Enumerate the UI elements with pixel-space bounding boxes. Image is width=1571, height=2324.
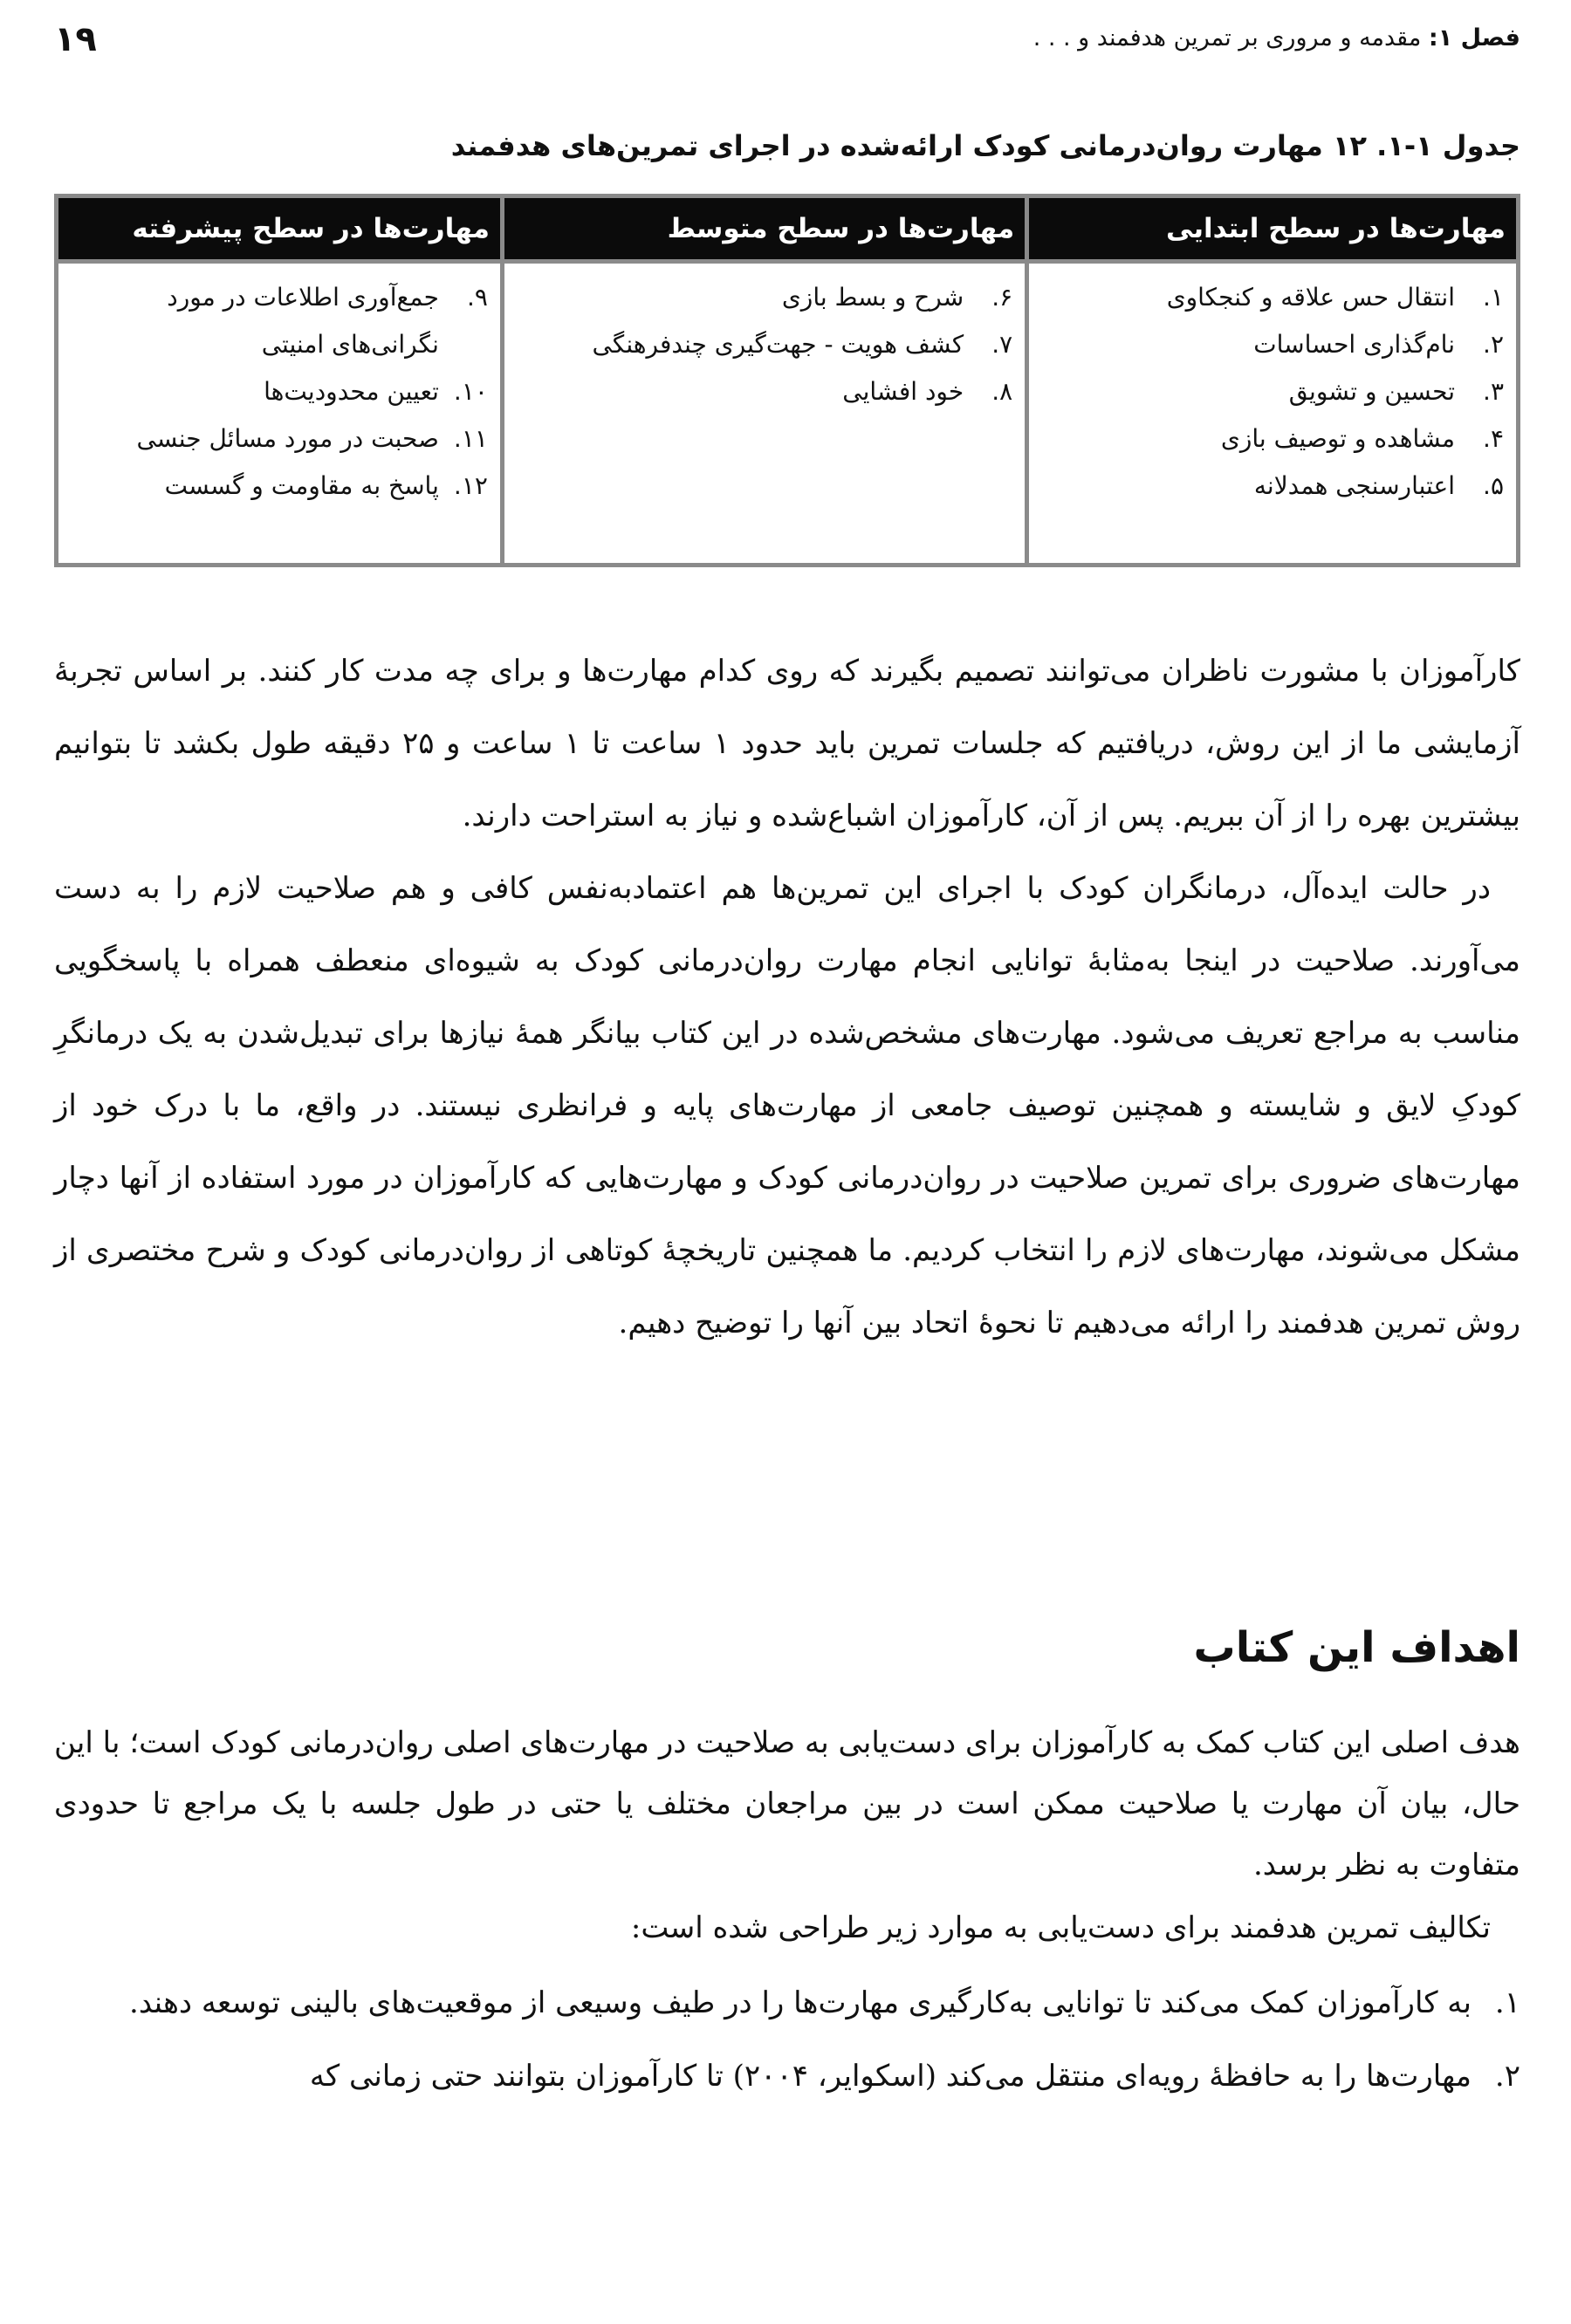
chapter-header xyxy=(1033,24,1520,51)
table-caption: جدول ۱-۱. ۱۲ مهارت روان‌درمانی کودک ارائه‌شده در اجرای تمرین‌های هدفمند xyxy=(450,129,1520,162)
list-item: ۱۲. پاسخ به مقاومت و گسست xyxy=(164,471,488,500)
list-item: ۱. به کارآموزان کمک می‌کند تا توانایی به‌کارگیری مهارت‌ها را در طیف وسیعی از موقعیت‌های بالینی توسعه دهند. xyxy=(129,1985,1520,2020)
advanced-skills-list xyxy=(71,274,488,510)
column-header-intermediate: مهارت‌ها در سطح متوسط xyxy=(502,196,1026,262)
table-row xyxy=(57,262,1519,566)
skills-table xyxy=(54,194,1520,567)
section-heading: اهداف این کتاب xyxy=(1193,1623,1520,1672)
list-item: ۳. تحسین و تشویق xyxy=(1288,377,1504,406)
list-lead-in: تکالیف تمرین هدفمند برای دست‌یابی به موارد زیر طراحی شده است: xyxy=(630,1910,1491,1945)
list-item: ۵. اعتبارسنجی همدلانه xyxy=(1253,471,1504,500)
intermediate-skills-list xyxy=(517,274,1012,415)
intermediate-skills-cell xyxy=(502,262,1026,566)
paragraph: هدف اصلی این کتاب کمک به کارآموزان برای دست‌یابی به صلاحیت در مهارت‌های اصلی روان‌درمانی کودک است؛ با این حال، بیان آن مهارت یا صلاحیت ممکن است در بین مراجعان مختلف یا حتی در طول جلسه با یک مراجع تا حدودی متفاوت به نظر برسد. xyxy=(54,1725,1520,1882)
chapter-label: فصل ۱: xyxy=(1428,24,1520,51)
basic-skills-list xyxy=(1041,274,1504,510)
list-item: ۷. کشف هویت - جهت‌گیری چندفرهنگی xyxy=(592,330,1013,359)
list-item: ۲. نام‌گذاری احساسات xyxy=(1253,330,1504,359)
paragraph: در حالت ایده‌آل، درمانگران کودک با اجرای این تمرین‌ها هم اعتمادبه‌نفس کافی و هم صلاحیت لازم را به دست می‌آورند. صلاحیت در اینجا به‌مثابهٔ توانایی انجام مهارت روان‌درمانی کودک به شیوه‌ای منعطف همراه با پاسخگویی مناسب به مراجع تعریف می‌شود. مهارت‌های مشخص‌شده در این کتاب بیانگر همهٔ نیازها برای تبدیل‌شدن به یک درمانگرِ کودکِ لایق و شایسته و همچنین توصیف جامعی از مهارت‌های پایه و فرانظری نیستند. در واقع، ما با درک خود از مهارت‌های ضروری برای تمرین صلاحیت در روان‌درمانی کودک و مهارت‌هایی که کارآموزان در مورد استفاده از آنها دچار مشکل می‌شوند، مهارت‌های لازم را انتخاب کردیم. ما همچنین تاریخچهٔ کوتاهی از روان‌درمانی کودک و شرح مختصری از روش تمرین هدفمند را ارائه می‌دهیم تا نحوهٔ اتحاد بین آنها را توضیح دهیم. xyxy=(54,871,1520,1340)
body-text xyxy=(54,635,1520,1360)
list-item: ۱۱. صحبت در مورد مسائل جنسی xyxy=(136,424,488,453)
list-item: ۲. مهارت‌ها را به حافظهٔ رویه‌ای منتقل می‌کند (اسکوایر، ۲۰۰۴) تا کارآموزان بتوانند حتی زمانی که xyxy=(309,2059,1520,2094)
paragraph: کارآموزان با مشورت ناظران می‌توانند تصمیم بگیرند که روی کدام مهارت‌ها و برای چه مدت کار کنند. بر اساس تجربهٔ آزمایشی ما از این روش، دریافتیم که جلسات تمرین باید حدود ۱ ساعت تا ۱ ساعت و ۲۵ دقیقه طول بکشد تا بتوانیم بیشترین بهره را از آن ببریم. پس از آن، کارآموزان اشباع‌شده و نیاز به استراحت دارند. xyxy=(54,654,1520,833)
list-item: ۱۰. تعیین محدودیت‌ها xyxy=(264,377,488,406)
column-header-advanced: مهارت‌ها در سطح پیشرفته xyxy=(57,196,503,262)
list-item: ۱. انتقال حس علاقه و کنجکاوی xyxy=(1166,283,1504,312)
column-header-basic: مهارت‌ها در سطح ابتدایی xyxy=(1027,196,1519,262)
list-item: ۹. جمع‌آوری اطلاعات در مورد نگرانی‌های امنیتی xyxy=(167,283,488,359)
list-item: ۴. مشاهده و توصیف بازی xyxy=(1220,424,1504,453)
list-item: ۶. شرح و بسط بازی xyxy=(781,283,1013,312)
list-item: ۸. خود افشایی xyxy=(842,377,1013,406)
section-body xyxy=(54,1712,1520,2119)
goals-list xyxy=(54,1972,1520,2107)
page-number: ۱۹ xyxy=(54,19,97,59)
advanced-skills-cell xyxy=(57,262,503,566)
chapter-title: مقدمه و مروری بر تمرین هدفمند و . . . xyxy=(1032,24,1422,51)
running-head xyxy=(54,19,1520,63)
basic-skills-cell xyxy=(1027,262,1519,566)
table-header-row xyxy=(57,196,1519,262)
